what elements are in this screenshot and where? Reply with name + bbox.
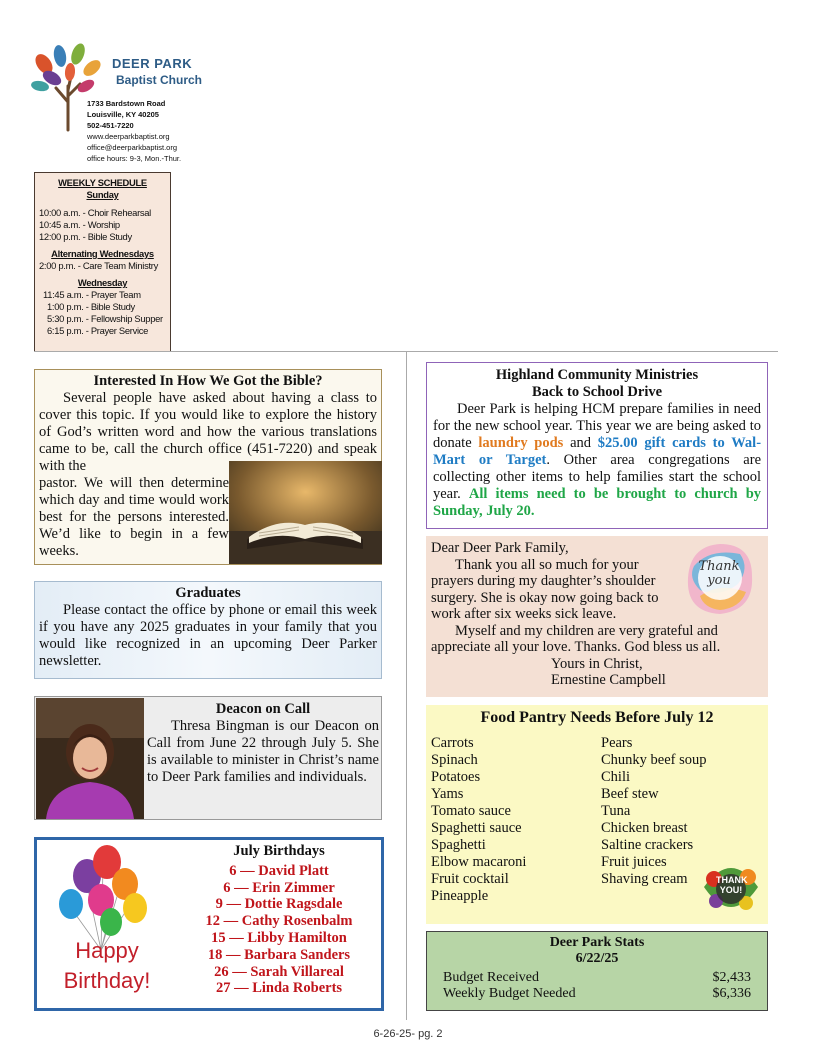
pantry-list-right <box>601 735 707 888</box>
office-hours: office hours: 9-3, Mon.-Thur. <box>87 154 182 163</box>
pantry-item: Yams <box>431 786 464 802</box>
email-link[interactable]: office@deerparkbaptist.org <box>87 143 178 152</box>
deacon-article <box>34 696 382 820</box>
pantry-item: Potatoes <box>431 769 481 785</box>
pantry-item: Shaving cream <box>601 871 688 887</box>
birthday-card-text <box>41 936 173 996</box>
letter-body-1: Thank you all so much for your prayers during my daughter’s shoulder surgery. She is okay now going back to work after six weeks sick leave. <box>431 556 659 622</box>
address-city: Louisville, KY 40205 <box>87 110 159 119</box>
pantry-item: Elbow macaroni <box>431 854 527 870</box>
pantry-item: Spaghetti sauce <box>431 820 522 836</box>
stats-label: Weekly Budget Needed <box>443 986 576 1001</box>
thank-you-card-line2: you <box>707 573 731 588</box>
schedule-item: 5:30 p.m. - Fellowship Supper <box>47 313 163 324</box>
address-street: 1733 Bardstown Road <box>87 99 166 108</box>
hcm-body-a: Deer Park is helping HCM prepare families in need for the new school year. This year we are being asked to donate <box>433 401 761 451</box>
open-bible-image <box>229 461 382 564</box>
schedule-title: WEEKLY SCHEDULE <box>58 177 147 188</box>
pantry-item: Tomato sauce <box>431 803 511 819</box>
stats-date: 6/22/25 <box>575 951 619 966</box>
hcm-article <box>426 362 768 529</box>
hcm-gift-cards: $25.00 gift cards to Wal-Mart or Target <box>433 435 762 468</box>
website-link[interactable]: www.deerparkbaptist.org <box>87 132 170 141</box>
birthday-entry: 12 — Cathy Rosenbalm <box>205 913 353 930</box>
hcm-and: and <box>563 435 598 451</box>
birthday-entry: 6 — Erin Zimmer <box>223 879 335 896</box>
schedule-item: 6:15 p.m. - Prayer Service <box>47 325 149 336</box>
stats-value: $6,336 <box>712 986 751 1001</box>
schedule-item: 1:00 p.m. - Bible Study <box>47 301 135 312</box>
pantry-item: Chunky beef soup <box>601 752 707 768</box>
pantry-item: Fruit cocktail <box>431 871 509 887</box>
birthdays-title: July Birthdays <box>233 843 325 859</box>
birthday-entry: 26 — Sarah Villareal <box>214 963 344 980</box>
hcm-title-1: Highland Community Ministries <box>495 367 699 383</box>
hcm-laundry: laundry pods <box>478 435 564 451</box>
pantry-item: Beef stew <box>601 786 659 802</box>
logo-sub: Baptist Church <box>116 73 203 87</box>
bible-title: Interested In How We Got the Bible? <box>93 373 323 389</box>
hcm-deadline: All items need to be brought to church by Sunday, July 20. <box>433 486 762 519</box>
birthdays-box <box>34 837 384 1011</box>
contact-block <box>87 131 181 164</box>
vegetable-badge-text <box>716 875 746 895</box>
pantry-item: Pineapple <box>431 888 489 904</box>
birthday-entry: 27 — Linda Roberts <box>215 980 343 997</box>
pantry-item: Pears <box>601 735 633 751</box>
birthday-card-line2: Birthday! <box>63 968 151 993</box>
thank-you-card-line1: Thank <box>698 559 740 574</box>
schedule-item: 2:00 p.m. - Care Team Ministry <box>39 260 158 271</box>
bible-body-1: Several people have asked about having a class to cover this topic. If you would like to explore the history of God’s written word and how the various translations came to be, call the church office (451-7220) and speak with the <box>39 390 377 474</box>
birthday-entry: 18 — Barbara Sanders <box>207 946 351 963</box>
hcm-body <box>433 401 761 520</box>
birthday-entry: 6 — David Platt <box>229 862 329 879</box>
deacon-body: Thresa Bingman is our Deacon on Call from June 22 through July 5. She is available to minister in Christ’s name to Deer Park families and individuals. <box>147 718 379 785</box>
deacon-photo <box>36 698 144 819</box>
pantry-item: Spinach <box>431 752 478 768</box>
vegetable-badge-line1: THANK <box>716 875 748 885</box>
thank-you-card-text <box>692 560 746 588</box>
alt-wed-heading: Alternating Wednesdays <box>51 248 154 259</box>
stats-label: Budget Received <box>443 970 540 985</box>
address-block <box>87 98 165 131</box>
birthday-entry: 9 — Dottie Ragsdale <box>215 896 343 913</box>
letter-signature: Ernestine Campbell <box>551 672 666 688</box>
pantry-item: Chicken breast <box>601 820 688 836</box>
vegetable-badge-line2: YOU! <box>719 885 743 895</box>
stats-value: $2,433 <box>712 970 751 985</box>
letter-body-2: Myself and my children are very grateful and appreciate all your love. Thanks. God bless us all. <box>431 622 721 655</box>
weekly-schedule <box>34 172 171 352</box>
deacon-title: Deacon on Call <box>215 701 311 717</box>
letter-greeting: Dear Deer Park Family, <box>431 540 569 556</box>
pantry-item: Saltine crackers <box>601 837 694 853</box>
birthday-entry: 15 — Libby Hamilton <box>211 929 347 946</box>
stats-row <box>443 986 751 1002</box>
graduates-title: Graduates <box>175 585 241 601</box>
schedule-item: 12:00 p.m. - Bible Study <box>39 231 132 242</box>
pantry-list-left <box>431 735 526 905</box>
sunday-heading: Sunday <box>86 189 119 200</box>
hcm-title-2: Back to School Drive <box>531 384 663 400</box>
pantry-item: Chili <box>601 769 631 785</box>
birthday-card-line1: Happy <box>75 938 139 963</box>
wednesday-heading: Wednesday <box>77 277 128 288</box>
page-footer: 6-26-25- pg. 2 <box>373 1028 443 1040</box>
pantry-title: Food Pantry Needs Before July 12 <box>480 709 714 726</box>
food-pantry-box <box>426 705 768 924</box>
letter-closing: Yours in Christ, <box>551 655 643 672</box>
schedule-item: 10:00 a.m. - Choir Rehearsal <box>39 207 151 218</box>
address-phone: 502-451-7220 <box>87 121 134 130</box>
stats-box <box>426 931 768 1011</box>
bible-body-2: pastor. We will then determine which day and time would work best for the persons interested. We’d like to begin in a few weeks. <box>39 475 229 559</box>
divider-vertical <box>406 352 407 1020</box>
pantry-item: Tuna <box>601 803 631 819</box>
stats-row <box>443 970 751 986</box>
stats-title: Deer Park Stats <box>549 935 645 950</box>
graduates-article <box>34 581 382 679</box>
logo-name: DEER PARK <box>112 56 193 71</box>
pantry-item: Carrots <box>431 735 474 751</box>
schedule-item: 11:45 a.m. - Prayer Team <box>43 289 141 300</box>
graduates-body: Please contact the office by phone or email this week if you have any 2025 graduates in your family that you would like recognized in an upcoming Deer Parker newsletter. <box>39 602 377 669</box>
schedule-item: 10:45 a.m. - Worship <box>39 219 120 230</box>
pantry-item: Spaghetti <box>431 837 486 853</box>
pantry-item: Fruit juices <box>601 854 667 870</box>
hcm-body-b: . Other area congregations are collecting other items to help families start the school year. <box>433 452 762 502</box>
